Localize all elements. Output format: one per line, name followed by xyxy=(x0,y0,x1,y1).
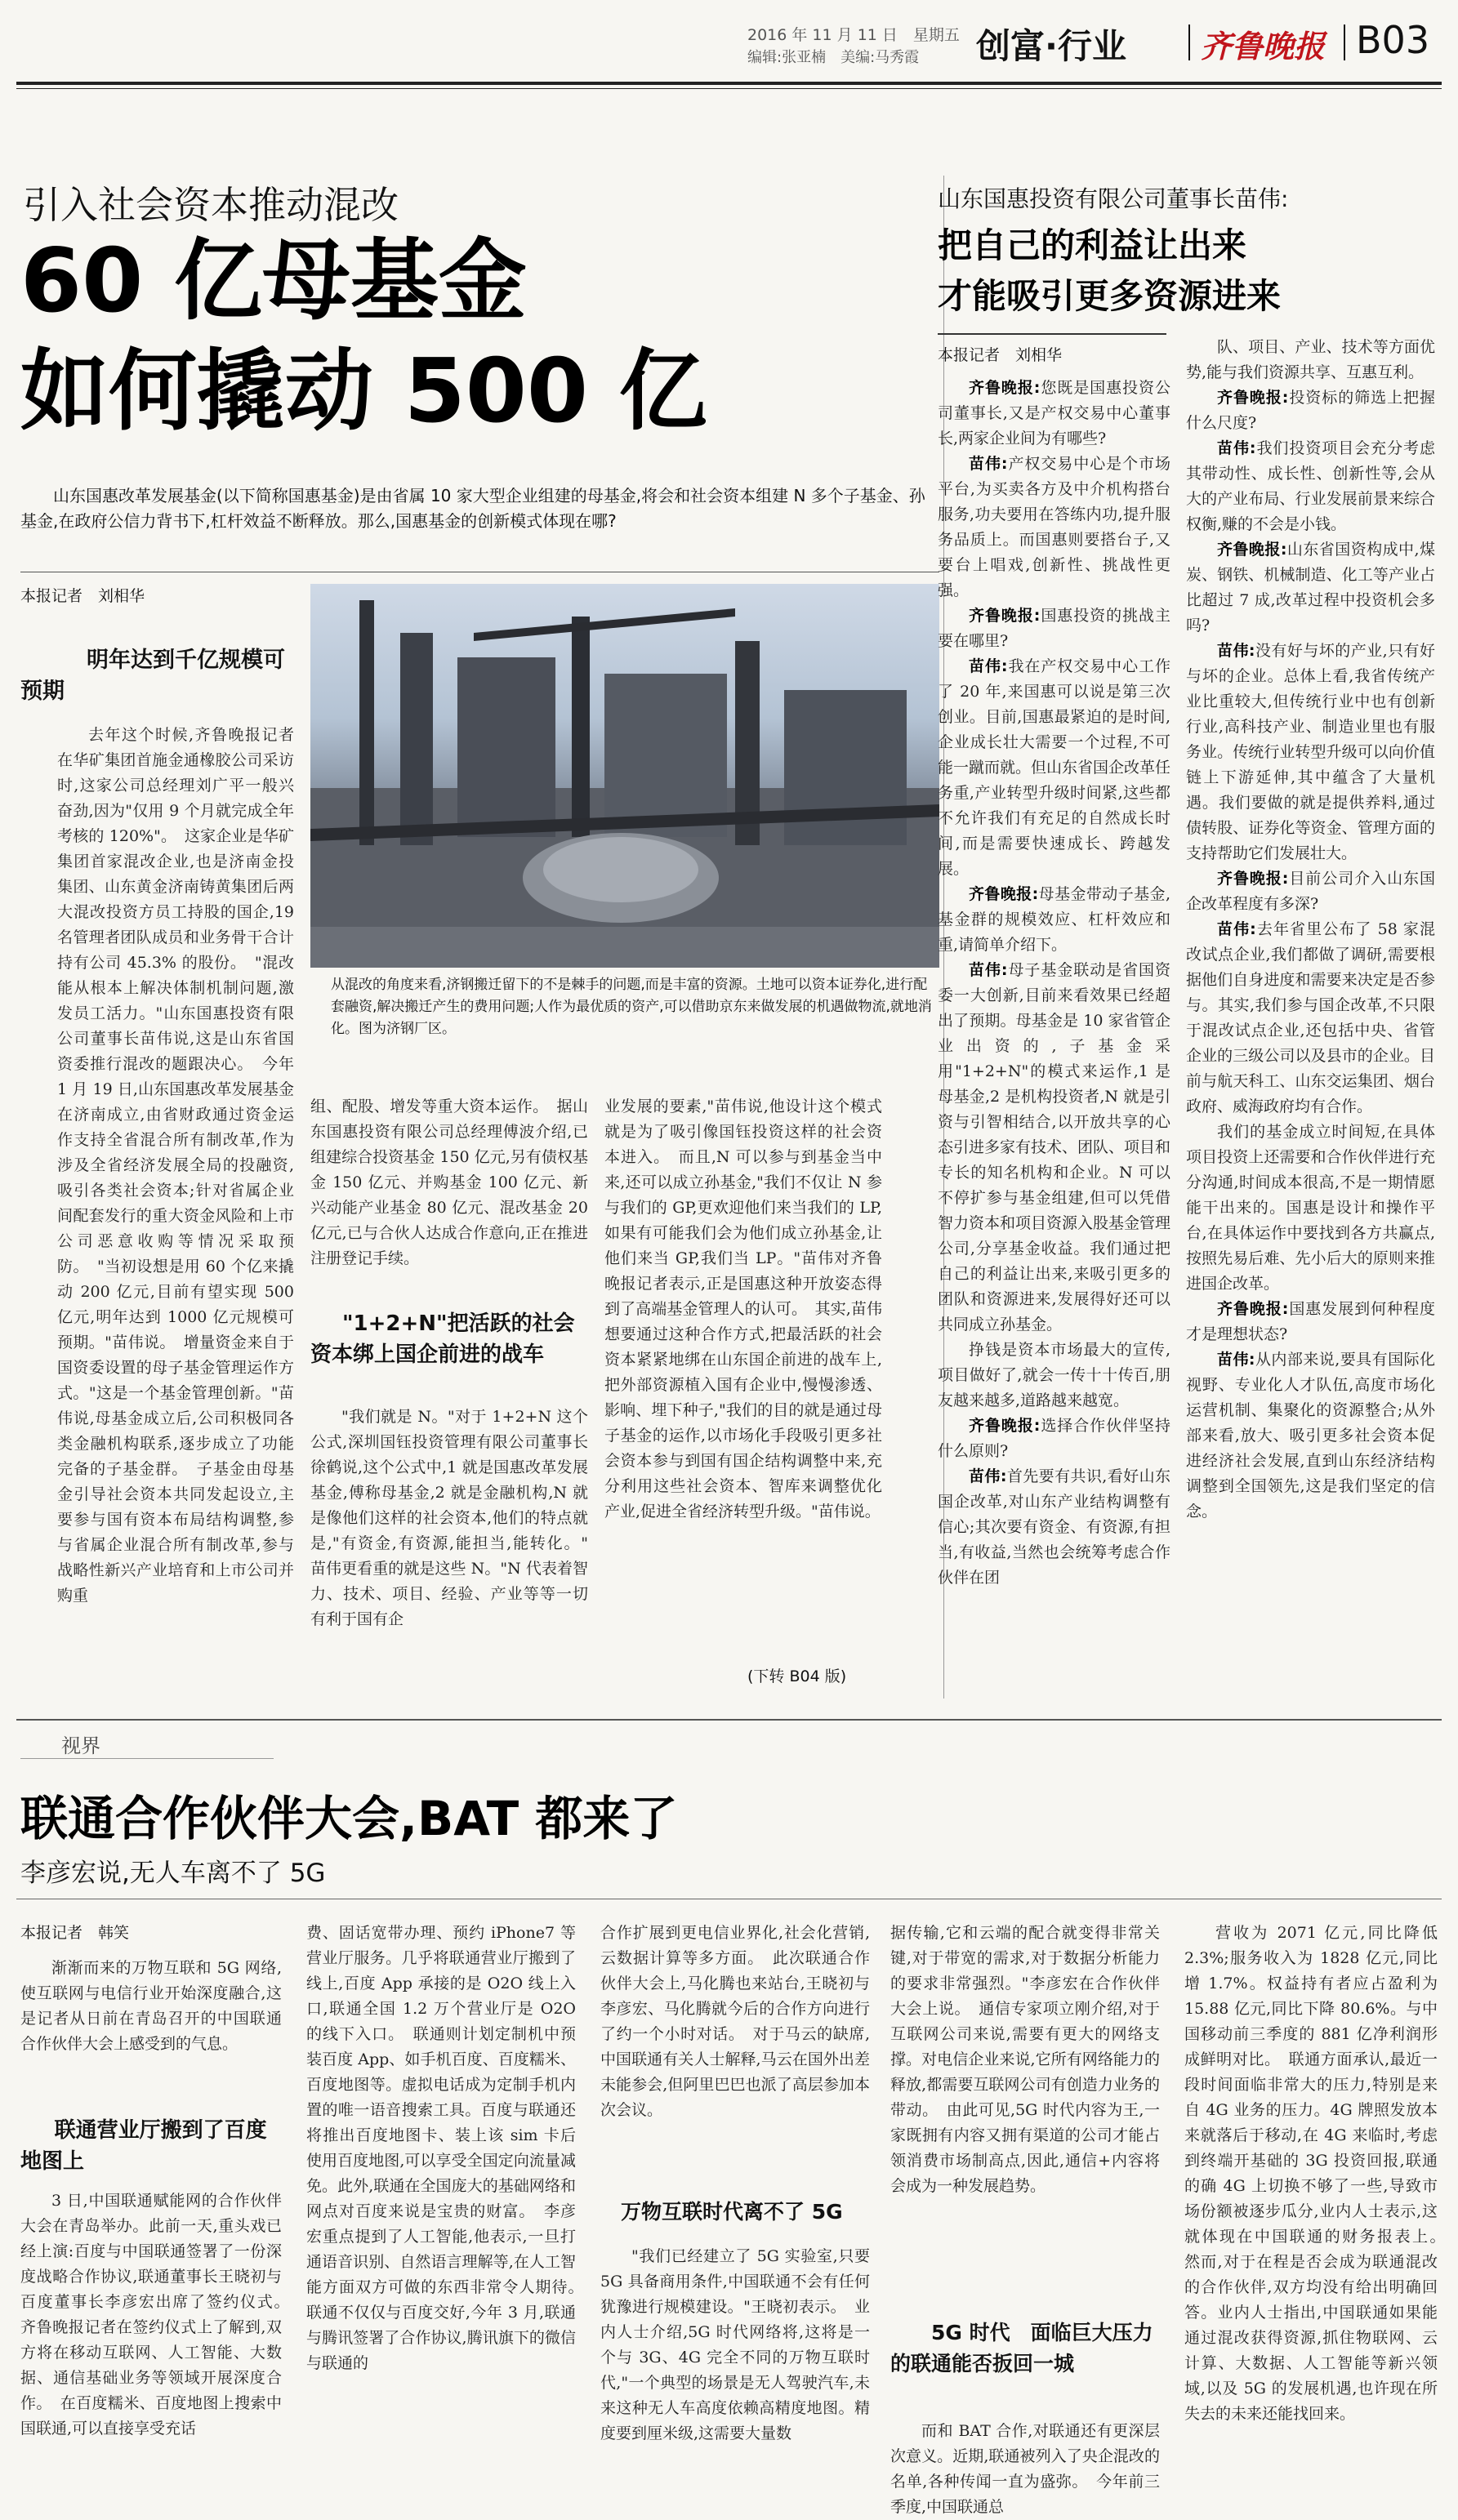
story2-headline-line2: 才能吸引更多资源进来 xyxy=(938,276,1282,316)
qa-paragraph xyxy=(938,603,1170,654)
qa-speaker: 苗伟: xyxy=(969,1467,1007,1485)
qa-text: 从内部来说,要具有国际化视野、专业化人才队伍,高度市场化运营机制、集聚化的资源整合;从外部来看,放大、吸引更多社会资本促进经济社会发展,直到山东经济结构调整到全国领先,这是我们坚定的信念。 xyxy=(1186,1351,1435,1520)
section2-col3a xyxy=(600,1921,870,2182)
qa-speaker: 苗伟: xyxy=(1217,1351,1255,1369)
section2-col1b xyxy=(20,2188,298,2499)
qa-text: 首先要有共识,看好山东国企改革,对山东产业结构调整有信心;其次要有资金、有资源,有担当,有收益,当然也会统筹考虑合作伙伴在团 xyxy=(938,1467,1170,1587)
story1-column-2a xyxy=(310,1094,588,1298)
section2-col1b-text: 3 日,中国联通赋能网的合作伙伴大会在青岛举办。此前一天,重头戏已经上演:百度与中国联通签署了一份深度战略合作协议,联通董事长王晓初与百度董事长李彦宏出席了签约仪式。 齐鲁晚报记者在签约仪式上了解到,双方将在移动互联网、人工智能、大数据、通信基础业务等领域开展深度合作。 在百度糯米、百度地图上搜索中国联通,可以直接享受充话 xyxy=(20,2192,298,2438)
story1-headline-line1: 60 亿母基金 xyxy=(20,230,527,332)
section2-col4a xyxy=(890,1921,1160,2304)
qa-text: 没有好与坏的产业,只有好与坏的企业。总体上看,我省传统产业比重较大,但传统行业中也有创新行业,高科技产业、制造业里也有服务业。传统行业转型升级可以向价值链上下游延伸,其中蕴含了大量机遇。我们要做的就是提供养料,通过债转股、证券化等资金、管理方面的支持帮助它们发展壮大。 xyxy=(1186,642,1435,862)
steel-plant-illustration xyxy=(310,584,939,968)
qa-text: 国惠投资的挑战主要在哪里? xyxy=(938,607,1170,650)
qa-text: 队、项目、产业、技术等方面优势,能与我们资源共享、互惠互利。 xyxy=(1186,338,1435,381)
qa-paragraph xyxy=(1186,436,1435,537)
story2-headline-line1: 把自己的利益让出来 xyxy=(938,225,1247,265)
qa-text: 投资标的筛选上把握什么尺度? xyxy=(1186,389,1435,432)
section2-col4b xyxy=(890,2419,1160,2516)
qa-paragraph xyxy=(1186,1297,1435,1347)
story2-qa-column-b xyxy=(1186,335,1435,1682)
qa-speaker: 齐鲁晚报: xyxy=(969,1417,1041,1435)
section2-col3b-text: "我们已经建立了 5G 实验室,只要 5G 具备商用条件,中国联通不会有任何犹豫进行规模建设。"王晓初表示。 业内人士介绍,5G 时代网络将,这将是一个与 3G、4G 完全不同的万物互联时代,"一个典型的场景是无人驾驶汽车,未来这种无人车高度依赖高精度地图。精度要到厘米级,这需要大量数 xyxy=(600,2247,870,2442)
qa-speaker: 齐鲁晚报: xyxy=(1217,541,1287,559)
section2-subhead-1: 联通营业厅搬到了百度地图上 xyxy=(20,2118,267,2174)
section2-col5 xyxy=(1184,1921,1454,2499)
section2-rule xyxy=(16,1719,1442,1721)
qa-text: 母子基金联动是省国资委一大创新,目前来看效果已经超出了预期。母基金是 10 家省管企业出资的,子基金采用"1+2+N"的模式来运作,1 是母基金,2 是机构投资者,N 就是引资与引智相结合,以开放共享的心态引进多家有技术、团队、项目和专长的知名机构和企业。N 可以不停扩参与基金组建,但可以凭借智力资本和项目资源入股基金管理公司,分享基金收益。我们通过把自己的利益让出来,来吸引更多的团队和资源进来,发展得好还可以共同成立孙基金。 xyxy=(938,961,1171,1333)
story1-column-2b-text: "我们就是 N。"对于 1+2+N 这个公式,深圳国钰投资管理有限公司董事长徐鹤说,这个公式中,1 就是国惠改革发展基金,傅称母基金,2 就是金融机构,N 就是像他们这样的社会资本,他们的特点就是,"有资金,有资源,能担当,能转化。" 苗伟更看重的就是这些 N。"N 代表着智力、技术、项目、经验、产业等等一切有利于国有企 xyxy=(310,1408,604,1628)
section2-col3a-text: 合作扩展到更电信业界化,社会化营销,云数据计算等多方面。 此次联通合作伙伴大会上,马化腾也来站台,王晓初与李彦宏、马化腾就今后的合作方向进行了约一个小时对话。 对于马云的缺席,中国联通有关人士解释,马云在国外出差未能参会,但阿里巴巴也派了高层参加本次会议。 xyxy=(600,1924,870,2119)
story1-column-2a-text: 组、配股、增发等重大资本运作。 据山东国惠投资有限公司总经理傅波介绍,已组建综合投资基金 150 亿元,另有债权基金 150 亿元、并购基金 100 亿元、新兴动能产业基金 80 亿元、混改基金 20 亿元,已与合伙人达成合作意向,正在推进注册登记手续。 xyxy=(310,1097,588,1267)
section2-col3b xyxy=(600,2244,870,2499)
qa-paragraph xyxy=(938,958,1170,1338)
qa-text: 选择合作伙伴坚持什么原则? xyxy=(938,1417,1170,1460)
qa-text: 我们的基金成立时间短,在具体项目投资上还需要和合作伙伴进行充分沟通,时间成本很高,不是一期情愿能干出来的。国惠是设计和操作平台,在具体运作中要找到各方共赢点,按照先易后难、先小后大的原则来推进国企改革。 xyxy=(1186,1123,1435,1293)
section2-headline: 联通合作伙伴大会,BAT 都来了 xyxy=(20,1791,678,1846)
editor-credits: 编辑:张亚楠 美编:马秀霞 xyxy=(747,49,920,66)
section2-col4a-text: 据传输,它和云端的配合就变得非常关键,对于带宽的需求,对于数据分析能力的要求非常强烈。"李彦宏在合作伙伴大会上说。 通信专家项立刚介绍,对于互联网公司来说,需要有更大的网络支撑。对电信企业来说,它所有网络能力的释放,都需要互联网公司有创造力业务的带动。 由此可见,5G 时代内容为王,一家既拥有内容又拥有渠道的公司才能占领消费市场制高点,因此,通信+内容将会成为一种发展趋势。 xyxy=(890,1924,1160,2195)
story1-subhead-1: 明年达到千亿规模可预期 xyxy=(20,648,285,704)
qa-speaker: 齐鲁晚报: xyxy=(969,607,1041,625)
qa-speaker: 齐鲁晚报: xyxy=(1217,1300,1289,1318)
issue-date: 2016 年 11 月 11 日 星期五 xyxy=(747,26,960,44)
qa-text: 挣钱是资本市场最大的宣传,项目做好了,就会一传十十传百,朋友越来越多,道路越来越宽。 xyxy=(938,1341,1170,1409)
story1-column-1 xyxy=(57,723,294,1743)
qa-paragraph xyxy=(1186,1347,1435,1525)
qa-paragraph xyxy=(1186,335,1435,385)
qa-paragraph xyxy=(938,452,1170,603)
paper-logo: 齐鲁晚报 xyxy=(1201,28,1326,65)
section2-col4b-text: 而和 BAT 合作,对联通还有更深层次意义。近期,联通被列入了央企混改的名单,各种传闻一直为盛弥。 今年前三季度,中国联通总 xyxy=(890,2422,1160,2516)
section2-col2-text: 费、固话宽带办理、预约 iPhone7 等营业厅服务。几乎将联通营业厅搬到了线上,百度 App 承接的是 O2O 线上入口,联通全国 1.2 万个营业厅是 O2O 的线下入口。 联通则计划定制机中预装百度 App、如手机百度、百度糯米、百度地图等。虚拟电话成为定制手机内置的唯一语音搜索工具。百度与联通还将推出百度地图卡、装上该 sim 卡后使用百度地图,可以享受全国定向流量减免。此外,联通在全国庞大的基础网络和网点对百度来说是宝贵的财富。 李彦宏重点提到了人工智能,他表示,一旦打通语音识别、自然语言理解等,在人工智能方面双方可做的东西非常令人期待。 联通不仅仅与百度交好,今年 3 月,联通与腾讯签署了合作协议,腾讯旗下的微信与联通的 xyxy=(306,1924,592,2372)
continue-note: (下转 B04 版) xyxy=(747,1667,847,1685)
qa-speaker: 苗伟: xyxy=(969,961,1008,979)
masthead xyxy=(0,0,1458,82)
story1-column-3 xyxy=(604,1094,882,1658)
qa-paragraph xyxy=(1186,537,1435,639)
qa-paragraph xyxy=(1186,917,1435,1120)
header-rule-thin xyxy=(16,88,1442,89)
story2-byline: 本报记者 刘相华 xyxy=(938,346,1063,364)
qa-text: 国惠发展到何种程度才是理想状态? xyxy=(1186,1300,1435,1343)
section2-tag: 视界 xyxy=(20,1730,274,1759)
qa-text: 产权交易中心是个市场平台,为买卖各方及中介机构搭台服务,功夫要用在答练内功,提升服务品质上。而国惠则要搭台子,又要台上唱戏,创新性、挑战性更强。 xyxy=(938,455,1170,599)
qa-speaker: 齐鲁晚报: xyxy=(969,379,1041,397)
qa-text: 去年省里公布了 58 家混改试点企业,我们都做了调研,需要根据他们自身进度和需要来决定是否参与。其实,我们参与国企改革,不只限于混改试点企业,还包括中央、省管企业的三级公司以及县市的企业。目前与航天科工、山东交运集团、烟台政府、威海政府均有合作。 xyxy=(1186,920,1435,1115)
qa-text: 我们投资项目会充分考虑其带动性、成长性、创新性等,会从大的产业布局、行业发展前景来综合权衡,赚的不会是小钱。 xyxy=(1186,439,1435,533)
qa-speaker: 苗伟: xyxy=(1217,642,1255,660)
qa-paragraph xyxy=(1186,1120,1435,1297)
section2-col1a xyxy=(20,1956,282,2119)
header-divider xyxy=(1188,24,1190,60)
story1-byline: 本报记者 刘相华 xyxy=(20,587,145,605)
story2-headline-rule xyxy=(938,333,1166,335)
story2-qa-column-a xyxy=(938,376,1170,1682)
steel-plant-photo xyxy=(310,584,939,968)
header-rule xyxy=(16,82,1442,85)
section2-subhead-2: 万物互联时代离不了 5G xyxy=(621,2200,843,2224)
story1-headline-line2: 如何撬动 500 亿 xyxy=(20,341,707,443)
qa-paragraph xyxy=(938,882,1170,958)
qa-speaker: 苗伟: xyxy=(969,455,1008,473)
qa-paragraph xyxy=(1186,385,1435,436)
qa-text: 母基金带动子基金,基金群的规模效应、杠杆效应和重,请简单介绍下。 xyxy=(938,885,1170,954)
qa-speaker: 齐鲁晚报: xyxy=(1217,389,1289,407)
qa-speaker: 苗伟: xyxy=(969,657,1008,675)
qa-text: 我在产权交易中心工作了 20 年,来国惠可以说是第三次创业。目前,国惠最紧迫的是时间,企业成长壮大需要一个过程,不可能一蹴而就。但山东省国企改革任务重,产业转型升级时间紧,这些都不允许我们有充足的自然成长时间,而是需要快速成长、跨越发展。 xyxy=(938,657,1171,878)
section2-col1a-text: 渐渐而来的万物互联和 5G 网络,使互联网与电信行业开始深度融合,这是记者从日前在青岛召开的中国联通合作伙伴大会上感受到的气息。 xyxy=(20,1959,282,2053)
qa-paragraph xyxy=(938,1338,1170,1414)
section-name: 创富·行业 xyxy=(976,26,1126,66)
section2-col2 xyxy=(306,1921,592,2499)
qa-speaker: 齐鲁晚报: xyxy=(969,885,1039,903)
section2-subtitle: 李彦宏说,无人车离不了 5G xyxy=(20,1859,326,1888)
page-number: B03 xyxy=(1356,18,1430,62)
qa-paragraph xyxy=(938,376,1170,452)
section2-subhead-3: 5G 时代 面临巨大压力的联通能否扳回一城 xyxy=(890,2321,1153,2375)
photo-caption: 从混改的角度来看,济钢搬迁留下的不是棘手的问题,而是丰富的资源。土地可以资本证券化,进行配套融资,解决搬迁产生的费用问题;人作为最优质的资产,可以借助京东来做发展的机遇做物流,就地消化。图为济钢厂区。 xyxy=(331,977,932,1037)
section2-col5-text: 营收为 2071 亿元,同比降低 2.3%;服务收入为 1828 亿元,同比增 1.7%。权益持有者应占盈利为 15.88 亿元,同比下降 80.6%。与中国移动前三季度的 881 亿净利润形成鲜明对比。 联通方面承认,最近一段时间面临非常大的压力,特别是来自 4G 业务的压力。4G 牌照发放本来就落后于移动,在 4G 来临时,考虑到终端开基础的 3G 投资回报,联通的确 4G 上切换不够了一些,导致市场份额被逐步瓜分,业内人士表示,这就体现在中国联通的财务报表上。 然而,对于在程是否会成为联通混改的合作伙伴,双方均没有给出明确回答。业内人士指出,中国联通如果能通过混改获得资源,抓住物联网、云计算、大数据、人工智能等新兴领域,以及 5G 的发展机遇,也许现在所失去的未来还能找回来。 xyxy=(1184,1924,1454,2423)
qa-text: 您既是国惠投资公司董事长,又是产权交易中心董事长,两家企业间为有哪些? xyxy=(938,379,1170,447)
story1-column-3-text: 业发展的要素,"苗伟说,他设计这个模式就是为了吸引像国钰投资这样的社会资本进入。 而且,N 可以参与到基金当中来,还可以成立孙基金,"我们不仅让 N 参与我们的 GP,更欢迎他们来当我们的 LP,如果有可能我们会为他们成立孙基金,让他们来当 GP,我们当 LP。"苗伟对齐鲁晚报记者表示,正是国惠这种开放姿态得到了高端基金管理人的认可。 其实,苗伟想要通过这种合作方式,把最活跃的社会资本紧紧地绑在山东国企前进的战车上,把外部资源植入国有企业中,慢慢渗透、影响、埋下种子,"我们的目的就是通过母子基金的运作,以市场化手段吸引更多社会资本参与到国有国企结构调整中来,充分利用这些社会资本、智库来调整优化产业,促进全省经济转型升级。"苗伟说。 xyxy=(604,1097,882,1520)
qa-paragraph xyxy=(938,1464,1170,1591)
qa-text: 目前公司介入山东国企改革程度有多深? xyxy=(1186,870,1435,913)
header-divider xyxy=(1344,24,1345,60)
qa-paragraph xyxy=(938,1414,1170,1464)
story1-subhead-2: "1+2+N"把活跃的社会资本绑上国企前进的战车 xyxy=(310,1311,575,1367)
qa-paragraph xyxy=(938,654,1170,882)
story1-lead: 山东国惠改革发展基金(以下简称国惠基金)是由省属 10 家大型企业组建的母基金,将会和社会资本组建 N 多个子基金、孙基金,在政府公信力背书下,杠杆效益不断释放。那么,国惠基金的创新模式体现在哪? xyxy=(20,486,925,531)
story1-column-2b xyxy=(310,1405,604,1735)
qa-speaker: 苗伟: xyxy=(1217,920,1256,938)
qa-speaker: 苗伟: xyxy=(1217,439,1256,457)
story1-column-1-text: 去年这个时候,齐鲁晚报记者在华矿集团首施金通橡胶公司采访时,这家公司总经理刘广平一般兴奋劲,因为"仅用 9 个月就完成全年考核的 120%"。 这家企业是华矿集团首家混改企业,也是济南金投集团、山东黄金济南铸黄集团后两大混改投资方员工持股的国企,19 名管理者团队成员和业务骨干合计持有公司 45.3% 的股份。 "混改能从根本上解决体制机制问题,激发员工活力。"山东国惠投资有限公司董事长苗伟说,这是山东省国资委推行混改的题跟决心。 今年 1 月 19 日,山东国惠改革发展基金在济南成立,由省财政通过资金运作支持全省混合所有制改革,作为涉及全省经济发展全局的投融资,吸引各类社会资本;针对省属企业间配套发行的重大资金风险和上市公司恶意收购等情况采取预防。 "当初设想是用 60 个亿来撬动 200 亿元,目前有望实现 500 亿元,明年达到 1000 亿元规模可预期。"苗伟说。 增量资金来自于国资委设置的母子基金管理运作方式。"这是一个基金管理创新。"苗伟说,母基金成立后,公司积极同各类金融机构联系,逐步成立了功能完备的子基金群。 子基金由母基金引导社会资本共同发起设立,主要参与国有资本布局结构调整,参与省属企业混合所有制改革,参与战略性新兴产业培育和上市公司并购重 xyxy=(57,726,294,1605)
qa-speaker: 齐鲁晚报: xyxy=(1217,870,1289,888)
story1-kicker: 引入社会资本推动混改 xyxy=(23,183,399,227)
qa-paragraph xyxy=(1186,866,1435,917)
qa-paragraph xyxy=(1186,639,1435,866)
story2-kicker: 山东国惠投资有限公司董事长苗伟: xyxy=(938,185,1289,212)
section2-byline: 本报记者 韩笑 xyxy=(20,1924,130,1942)
qa-text: 山东省国资构成中,煤炭、钢铁、机械制造、化工等产业占比超过 7 成,改革过程中投资机会多吗? xyxy=(1186,541,1435,634)
